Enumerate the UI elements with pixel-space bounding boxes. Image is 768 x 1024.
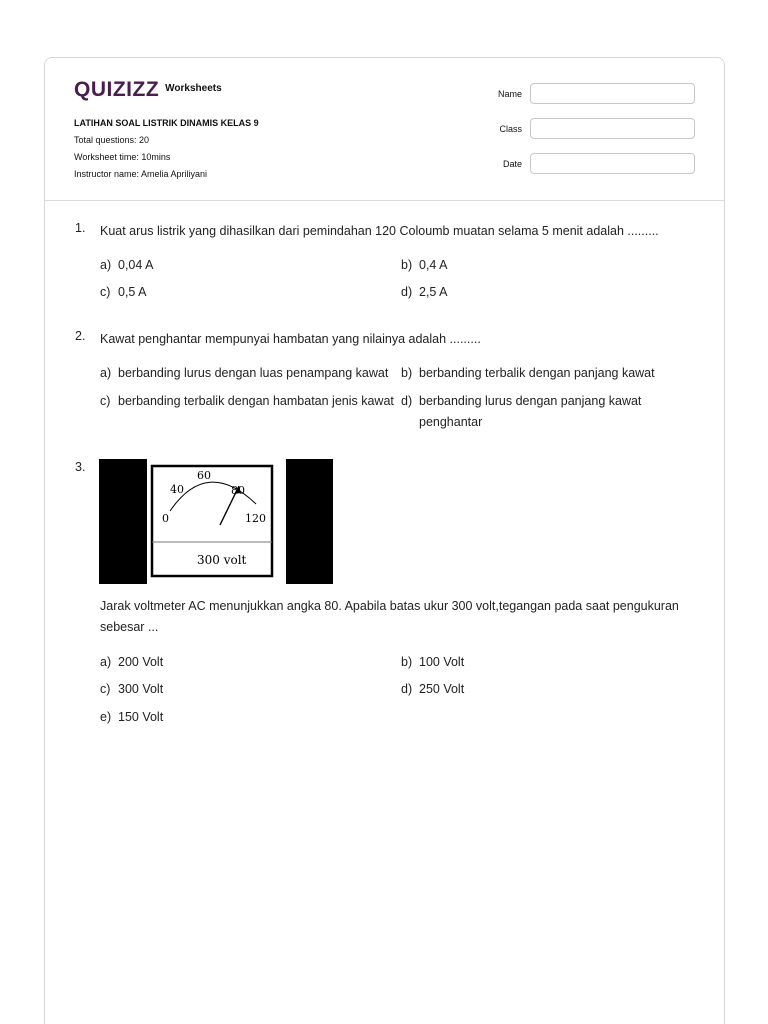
option-key: a) (100, 366, 112, 380)
date-label: Date (502, 158, 522, 169)
tick-label-80: 80 (231, 484, 245, 497)
worksheet-card (44, 57, 725, 1024)
date-field (487, 153, 695, 174)
option-3a[interactable] (100, 652, 378, 673)
option-3c[interactable] (100, 679, 378, 700)
option-text: 250 Volt (419, 682, 465, 696)
option-key: d) (401, 394, 413, 408)
option-text: 150 Volt (118, 710, 164, 724)
option-key: c) (100, 682, 111, 696)
brand (74, 78, 222, 102)
option-key: d) (401, 285, 413, 299)
quizizz-logo: QUIZIZZ (74, 78, 160, 101)
tick-label-60: 60 (197, 469, 211, 482)
option-1d[interactable] (401, 282, 679, 303)
black-panel-left (99, 459, 147, 584)
meter-range-label: 300 volt (197, 553, 247, 567)
worksheet-meta (74, 115, 259, 183)
question-text: Kuat arus listrik yang dihasilkan dari pemindahan 120 Coloumb muatan selama 5 menit adalah ......... (100, 224, 659, 238)
worksheet-header (45, 58, 724, 201)
worksheet-time: Worksheet time: 10mins (74, 152, 171, 162)
question-number: 2. (75, 329, 86, 343)
option-key: c) (100, 285, 111, 299)
option-1a[interactable] (100, 255, 378, 276)
option-3d[interactable] (401, 679, 679, 700)
option-2d[interactable] (401, 391, 655, 433)
option-text: 300 Volt (118, 682, 164, 696)
option-3b[interactable] (401, 652, 679, 673)
option-text: 0,4 A (419, 258, 448, 272)
option-key: d) (401, 682, 413, 696)
voltmeter-image (99, 459, 333, 584)
option-text: berbanding terbalik dengan panjang kawat (419, 366, 655, 380)
instructor-name: Instructor name: Amelia Apriliyani (74, 169, 208, 179)
class-field (487, 118, 695, 139)
tick-label-0: 0 (162, 512, 169, 525)
option-key: a) (100, 258, 112, 272)
question-number: 1. (75, 221, 86, 235)
option-1c[interactable] (100, 282, 378, 303)
option-text: berbanding terbalik dengan hambatan jenis kawat (118, 394, 394, 408)
tick-label-120: 120 (245, 512, 266, 525)
option-text: berbanding lurus dengan luas penampang kawat (118, 366, 389, 380)
option-text: berbanding lurus dengan panjang kawat penghantar (419, 394, 642, 429)
option-key: b) (401, 655, 413, 669)
option-key: e) (100, 710, 112, 724)
tick-label-40: 40 (170, 483, 184, 496)
option-text: 0,5 A (118, 285, 147, 299)
question-text: Kawat penghantar mempunyai hambatan yang nilainya adalah ......... (100, 332, 481, 346)
worksheet-title: LATIHAN SOAL LISTRIK DINAMIS KELAS 9 (74, 118, 259, 128)
question-number: 3. (75, 460, 86, 474)
brand-subtitle: Worksheets (165, 82, 222, 94)
option-text: 0,04 A (118, 258, 154, 272)
black-panel-right (286, 459, 333, 584)
option-1b[interactable] (401, 255, 679, 276)
option-key: c) (100, 394, 111, 408)
date-input[interactable] (530, 153, 695, 174)
option-2b[interactable] (401, 363, 669, 384)
voltmeter-figure (99, 459, 333, 584)
option-3e[interactable] (100, 707, 378, 728)
option-key: b) (401, 258, 413, 272)
option-text: 100 Volt (419, 655, 465, 669)
name-label: Name (497, 88, 522, 99)
option-2a[interactable] (100, 363, 402, 384)
option-text: 2,5 A (419, 285, 448, 299)
total-questions: Total questions: 20 (74, 135, 150, 145)
class-label: Class (499, 123, 522, 134)
option-key: b) (401, 366, 413, 380)
name-input[interactable] (530, 83, 695, 104)
name-field (487, 83, 695, 104)
class-input[interactable] (530, 118, 695, 139)
option-key: a) (100, 655, 112, 669)
option-text: 200 Volt (118, 655, 164, 669)
option-2c[interactable] (100, 391, 402, 412)
question-text: Jarak voltmeter AC menunjukkan angka 80. Apabila batas ukur 300 volt,tegangan pada saat pengukuran sebesar ... (100, 599, 679, 634)
